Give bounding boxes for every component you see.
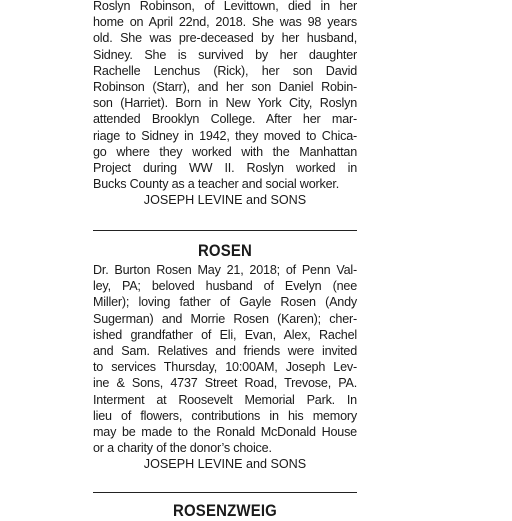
- obituary-divider: [93, 230, 357, 231]
- obituary-divider: [93, 492, 357, 493]
- text-line: Sugerman) and Morrie Rosen (Karen); cher-: [93, 311, 357, 326]
- text-line: attended Brooklyn College. After her mar-: [93, 112, 357, 127]
- text-line: go where they worked with the Manhattan: [93, 144, 357, 159]
- obituary-rosen: [93, 241, 357, 472]
- text-line: old. She was pre-deceased by her husband,: [93, 31, 357, 46]
- text-line: Project during WW II. Roslyn worked in: [93, 161, 357, 176]
- text-line: to services Thursday, 10:00AM, Joseph Lev-: [93, 360, 357, 375]
- text-line: ished grandfather of Eli, Evan, Alex, Rachel: [93, 327, 357, 342]
- funeral-home-signoff: JOSEPH LEVINE and SONS: [143, 457, 307, 472]
- text-line: ine & Sons, 4737 Street Road, Trevose, PA.: [93, 376, 357, 391]
- text-line: Interment at Roosevelt Memorial Park. In: [93, 392, 357, 407]
- text-line: Bucks County as a teacher and social worker.: [93, 177, 340, 192]
- text-line: ley, PA; beloved husband of Evelyn (nee: [93, 279, 357, 294]
- text-line: Rachelle Lenchus (Rick), her son David: [93, 63, 357, 78]
- obituary-name-heading: ROSEN: [197, 241, 253, 260]
- obituary-robinson-body: [93, 0, 357, 192]
- text-line: Roslyn Robinson, of Levittown, died in her: [93, 0, 357, 13]
- text-line: home on April 22nd, 2018. She was 98 years: [93, 15, 357, 30]
- obituary-name-heading: ROSENZWEIG: [172, 501, 277, 520]
- text-line: may be made to the Ronald McDonald House: [93, 425, 357, 440]
- text-line: riage to Sidney in 1942, they moved to Chica-: [93, 128, 357, 143]
- text-line: Dr. Burton Rosen May 21, 2018; of Penn Val-: [93, 263, 357, 277]
- text-line: son (Harriet). Born in New York City, Roslyn: [93, 96, 357, 111]
- text-line: and Sam. Relatives and friends were invited: [93, 344, 357, 359]
- text-line: lieu of flowers, contributions in his memory: [93, 408, 357, 423]
- obituary-rosen-body: [93, 262, 357, 456]
- text-line: or a charity of the donor’s choice.: [93, 441, 272, 456]
- text-line: Robinson (Starr), and her son Daniel Robin-: [93, 80, 357, 95]
- obituary-rosenzweig: [93, 501, 357, 521]
- obituary-robinson: [93, 0, 357, 208]
- text-line: Miller); loving father of Gayle Rosen (Andy: [93, 295, 357, 310]
- text-line: Sidney. She is survived by her daughter: [93, 47, 357, 62]
- funeral-home-signoff: JOSEPH LEVINE and SONS: [143, 193, 307, 208]
